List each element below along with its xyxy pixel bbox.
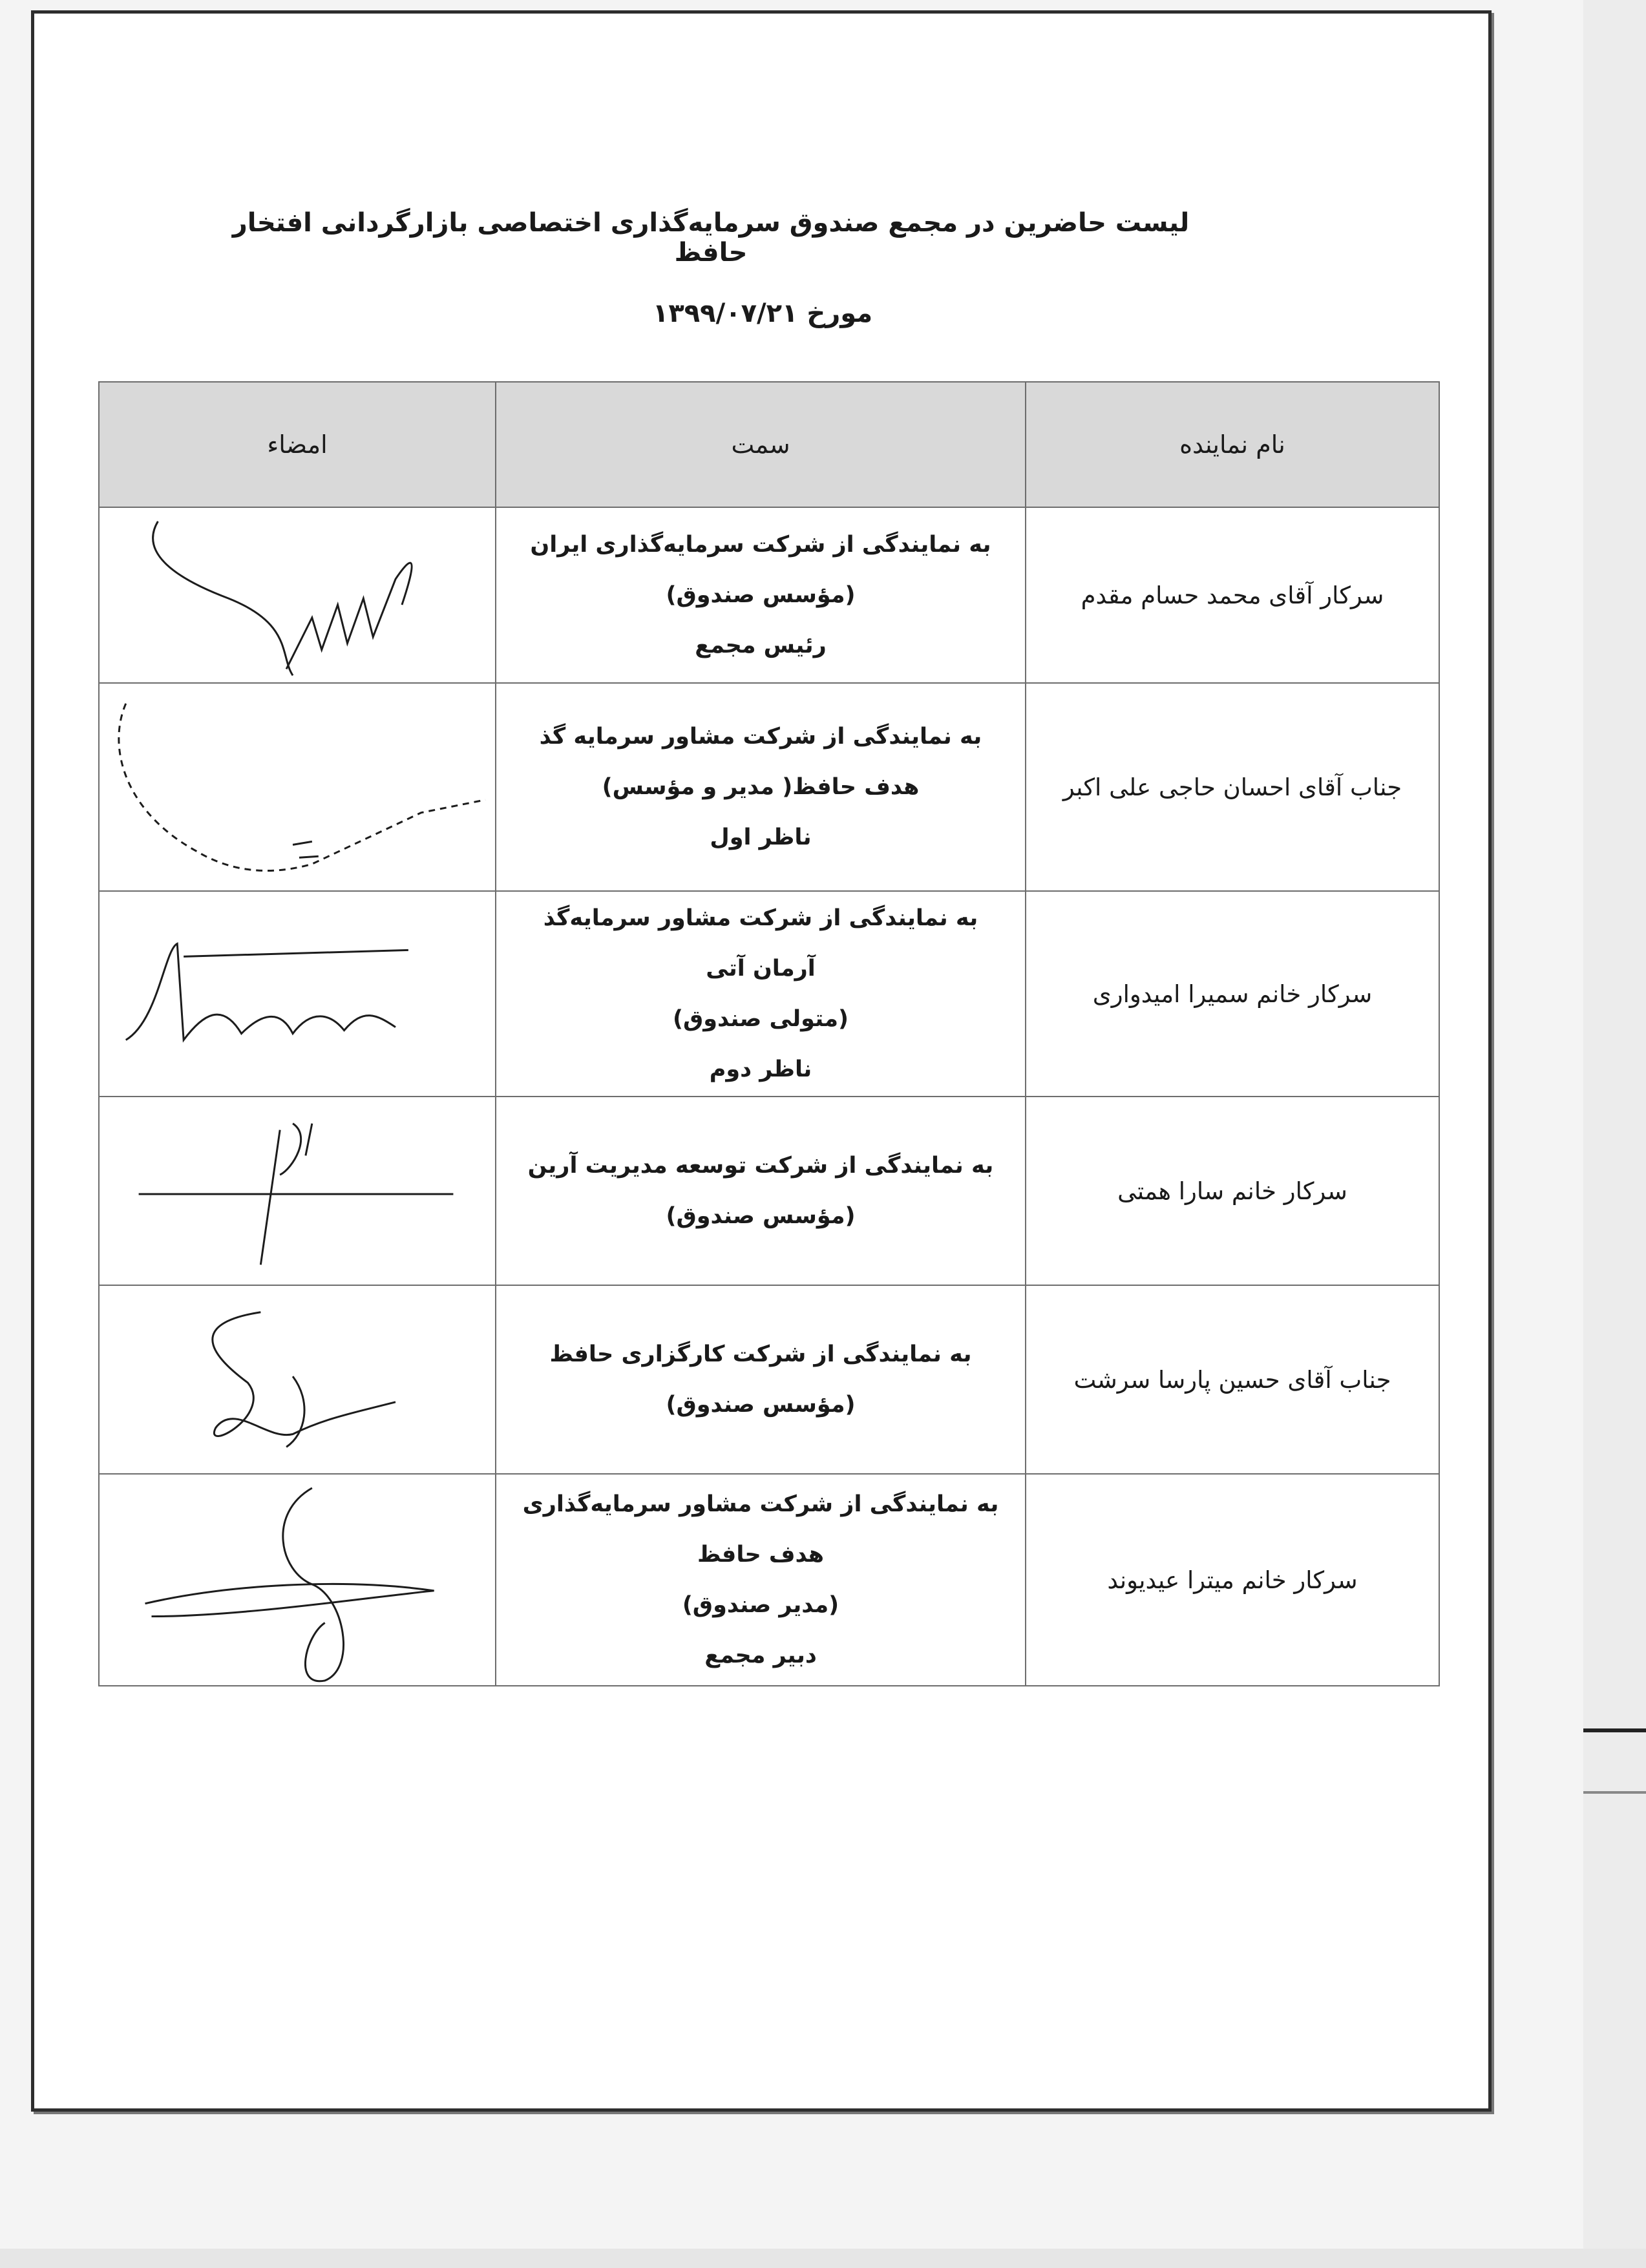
role-line: به نمایندگی از شرکت توسعه مدیریت آرین	[527, 1153, 994, 1179]
table-row	[99, 891, 1439, 1097]
role-line: آرمان آتی	[706, 956, 816, 982]
handwritten-signature	[100, 892, 494, 1095]
handwritten-signature	[100, 684, 494, 890]
header-name: نام نماینده	[1026, 382, 1439, 507]
handwritten-signature	[100, 1098, 494, 1284]
role-line: دبیر مجمع	[704, 1643, 817, 1669]
role-line: هدف حافظ	[697, 1542, 825, 1568]
handwritten-signature	[100, 1475, 494, 1685]
table-row	[99, 1474, 1439, 1686]
scan-bottom-edge	[0, 2249, 1646, 2268]
header-signature: امضاء	[99, 382, 496, 507]
header-role: سمت	[496, 382, 1026, 507]
handwritten-signature	[100, 1286, 494, 1473]
representative-role	[496, 1097, 1026, 1285]
representative-name: جناب آقای حسین پارسا سرشت	[1026, 1285, 1439, 1474]
role-line: رئیس مجمع	[695, 633, 827, 659]
role-line: به نمایندگی از شرکت سرمایه‌گذاری ایران	[530, 532, 991, 558]
role-line: (مدیر صندوق)	[682, 1592, 839, 1619]
table-row	[99, 683, 1439, 891]
role-line: (مؤسس صندوق)	[666, 1203, 856, 1230]
table-header-row	[99, 382, 1439, 507]
role-line: (مؤسس صندوق)	[666, 1392, 856, 1418]
representative-role	[496, 1474, 1026, 1686]
representative-name: سرکار خانم سارا همتی	[1026, 1097, 1439, 1285]
role-line: به نمایندگی از شرکت کارگزاری حافظ	[549, 1341, 972, 1368]
signature-cell	[99, 507, 496, 683]
representative-name: سرکار خانم میترا عیدیوند	[1026, 1474, 1439, 1686]
representative-name: جناب آقای احسان حاجی علی اکبر	[1026, 683, 1439, 891]
table-row	[99, 507, 1439, 683]
scan-edge-strip	[1583, 0, 1646, 2268]
table-row	[99, 1097, 1439, 1285]
representative-role	[496, 1285, 1026, 1474]
scan-edge-mark	[1583, 1791, 1646, 1794]
signature-cell	[99, 1097, 496, 1285]
signature-cell	[99, 1474, 496, 1686]
scan-edge-mark	[1583, 1728, 1646, 1732]
representative-role	[496, 683, 1026, 891]
role-line: (مؤسس صندوق)	[666, 582, 856, 609]
representative-role	[496, 891, 1026, 1097]
attendees-table	[98, 381, 1440, 1686]
role-line: ناظر اول	[710, 824, 812, 851]
document-title: لیست حاضرین در مجمع صندوق سرمایه‌گذاری اختصاصی بازارگردانی افتخار حافظ	[232, 208, 1190, 268]
representative-role	[496, 507, 1026, 683]
handwritten-signature	[100, 509, 494, 682]
role-line: به نمایندگی از شرکت مشاور سرمایه‌گذاری	[522, 1491, 999, 1518]
representative-name: سرکار خانم سمیرا امیدواری	[1026, 891, 1439, 1097]
signature-cell	[99, 891, 496, 1097]
role-line: هدف حافظ( مدیر و مؤسس)	[602, 774, 920, 801]
document-date: مورخ ۱۳۹۹/۰۷/۲۱	[652, 299, 873, 328]
role-line: به نمایندگی از شرکت مشاور سرمایه‌گذ	[543, 905, 978, 932]
role-line: (متولی صندوق)	[672, 1006, 849, 1033]
role-line: به نمایندگی از شرکت مشاور سرمایه گذ	[539, 724, 982, 750]
table-row	[99, 1285, 1439, 1474]
signature-cell	[99, 1285, 496, 1474]
signature-cell	[99, 683, 496, 891]
representative-name: سرکار آقای محمد حسام مقدم	[1026, 507, 1439, 683]
role-line: ناظر دوم	[709, 1056, 812, 1083]
